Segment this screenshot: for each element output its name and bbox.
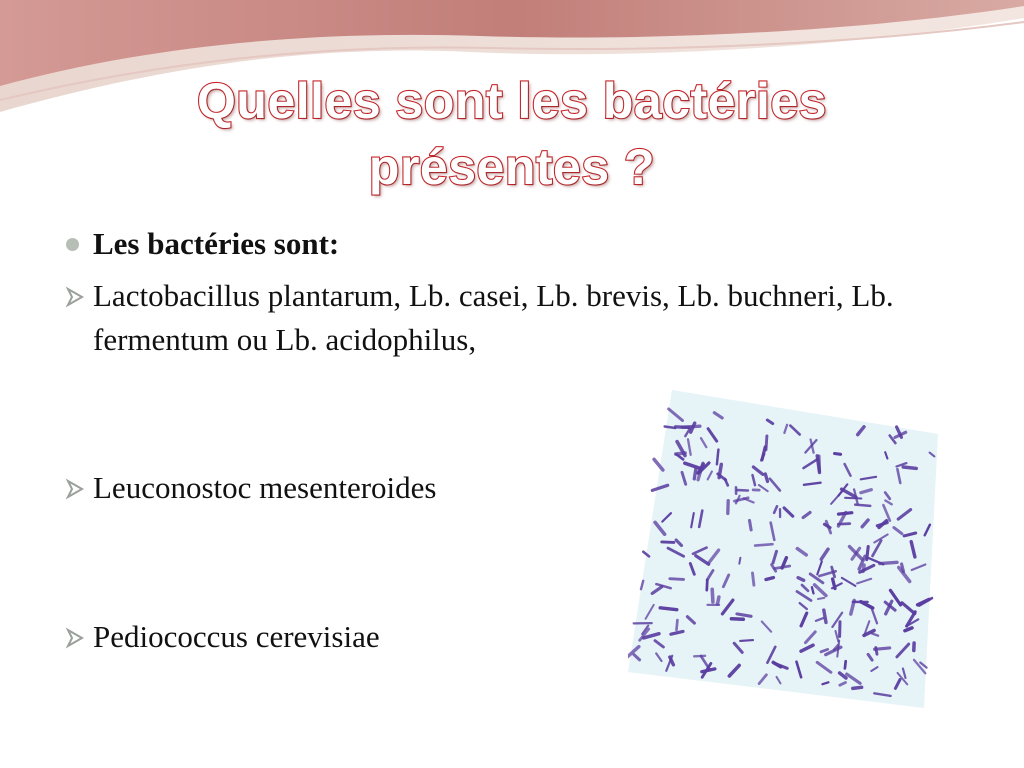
bacterium-rod <box>798 578 804 581</box>
bacterium-rod <box>845 661 846 668</box>
bacterium-rod <box>662 542 674 543</box>
bacterium-rod <box>833 579 835 589</box>
arrow-bullet-icon <box>64 615 92 659</box>
bacterium-rod <box>677 620 678 630</box>
bacterium-rod <box>766 578 773 580</box>
bacterium-rod <box>902 564 904 572</box>
bacterium-rod <box>739 558 740 564</box>
bacterium-rod <box>839 513 852 514</box>
bacterium-rod <box>660 608 677 610</box>
slide-title: Quelles sont les bactéries présentes ? <box>197 73 827 195</box>
bacterium-rod <box>812 587 814 593</box>
bacterium-rod <box>682 426 700 427</box>
arrow-bullet-icon <box>64 466 92 510</box>
bullet-item-lactobacillus <box>64 274 913 362</box>
bullet-text: Pediococcus cerevisiae <box>93 619 380 654</box>
bacterium-rod <box>903 467 916 468</box>
bacterium-rod <box>753 573 754 585</box>
bacteria-micrograph-image <box>628 390 938 708</box>
bacterium-rod <box>855 505 870 506</box>
bacterium-rod <box>819 456 820 471</box>
bacterium-rod <box>665 427 676 429</box>
bacterium-rod <box>718 597 719 604</box>
bacterium-rod <box>707 580 708 590</box>
bacterium-rod <box>765 474 767 482</box>
bullet-text: Les bactéries sont: <box>93 226 340 261</box>
bacterium-rod <box>853 687 862 688</box>
bacterium-rod <box>818 598 824 599</box>
bacterium-rod <box>694 469 696 479</box>
bacterium-rod <box>740 640 753 641</box>
bacterium-rod <box>712 589 713 602</box>
bacterium-rod <box>717 450 719 465</box>
bacterium-rod <box>750 520 752 530</box>
bacterium-rod <box>845 498 861 499</box>
arrow-bullet-icon <box>64 274 92 318</box>
bacterium-rod <box>755 544 772 545</box>
bacterium-rod <box>876 648 877 655</box>
bacterium-rod <box>694 656 705 657</box>
bullet-text: Leuconostoc mesenteroides <box>93 470 437 505</box>
bullet-item-heading <box>64 222 944 266</box>
bacterium-rod <box>731 619 743 620</box>
bullet-text: Lactobacillus plantarum, Lb. casei, Lb. brevis, Lb. buchneri, Lb. fermentum ou Lb. acidophilus, <box>93 278 894 357</box>
bacterium-rod <box>835 454 841 455</box>
bullet-dot-icon <box>64 222 92 266</box>
bacterium-rod <box>824 610 826 622</box>
bacterium-rod <box>838 524 850 525</box>
bacterium-rod <box>670 579 684 580</box>
